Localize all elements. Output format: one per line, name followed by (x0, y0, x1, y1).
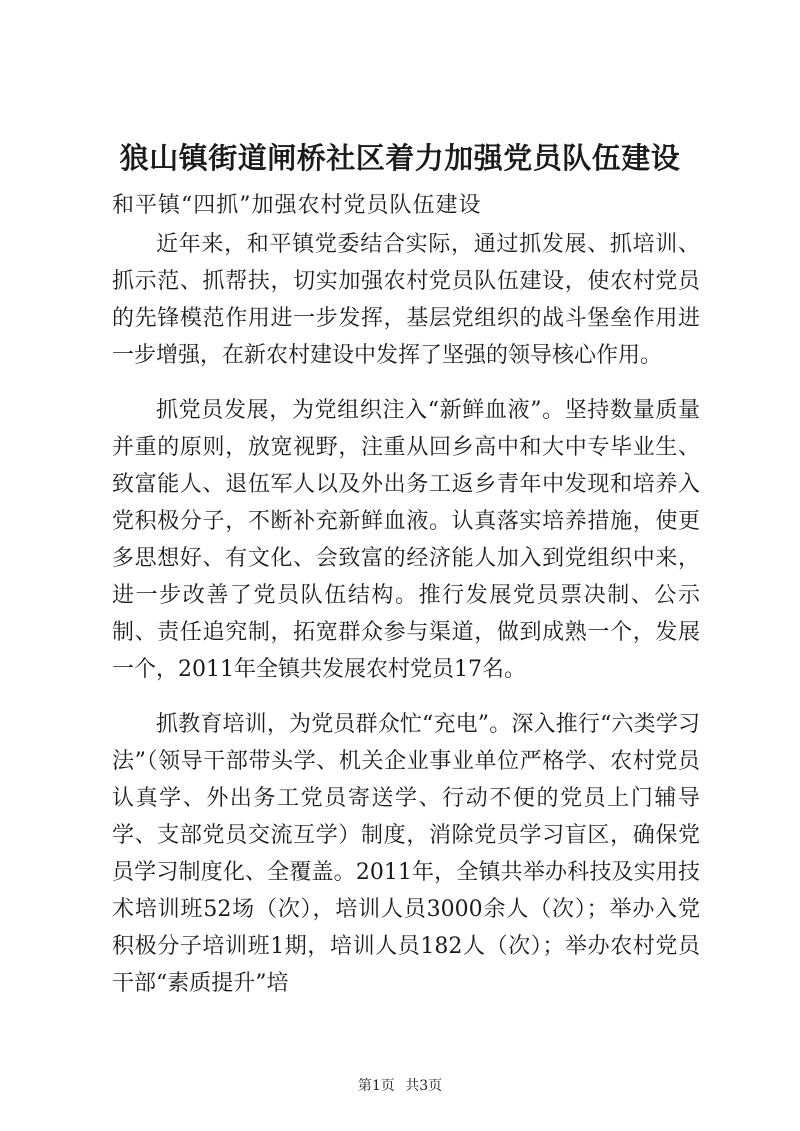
page-number: 第1页 (357, 1078, 395, 1094)
document-subtitle: 和平镇“四抓”加强农村党员队伍建设 (112, 193, 482, 218)
paragraph-education-training: 抓教育培训，为党员群众忙“充电”。深入推行“六类学习法”（领导干部带头学、机关企业事业单位严格学、农村党员认真学、外出务工党员寄送学、行动不便的党员上门辅导学、支部党员交流互学）制度，消除党员学习盲区，确保党员学习制度化、全覆盖。2011年，全镇共举办科技及实用技术培训班52场（次），培训人员3000余人（次）；举办入党积极分子培训班1期，培训人员182人（次）；举办农村党员干部“素质提升”培 (112, 712, 700, 996)
page-total: 共3页 (405, 1078, 443, 1094)
document-title: 狼山镇街道闸桥社区着力加强党员队伍建设 (119, 141, 681, 175)
page-footer (0, 1076, 800, 1096)
document-body (112, 226, 700, 1020)
paragraph-party-development: 抓党员发展，为党组织注入“新鲜血液”。坚持数量质量并重的原则，放宽视野，注重从回乡高中和大中专毕业生、致富能人、退伍军人以及外出务工返乡青年中发现和培养入党积极分子，不断补充新鲜血液。认真落实培养措施，使更多思想好、有文化、会致富的经济能人加入到党组织中来，进一步改善了党员队伍结构。推行发展党员票决制、公示制、责任追究制，拓宽群众参与渠道，做到成熟一个，发展一个，2011年全镇共发展农村党员17名。 (112, 398, 700, 682)
paragraph-intro: 近年来，和平镇党委结合实际，通过抓发展、抓培训、抓示范、抓帮扶，切实加强农村党员队伍建设，使农村党员的先锋模范作用进一步发挥，基层党组织的战斗堡垒作用进一步增强，在新农村建设中发挥了坚强的领导核心作用。 (112, 232, 700, 368)
